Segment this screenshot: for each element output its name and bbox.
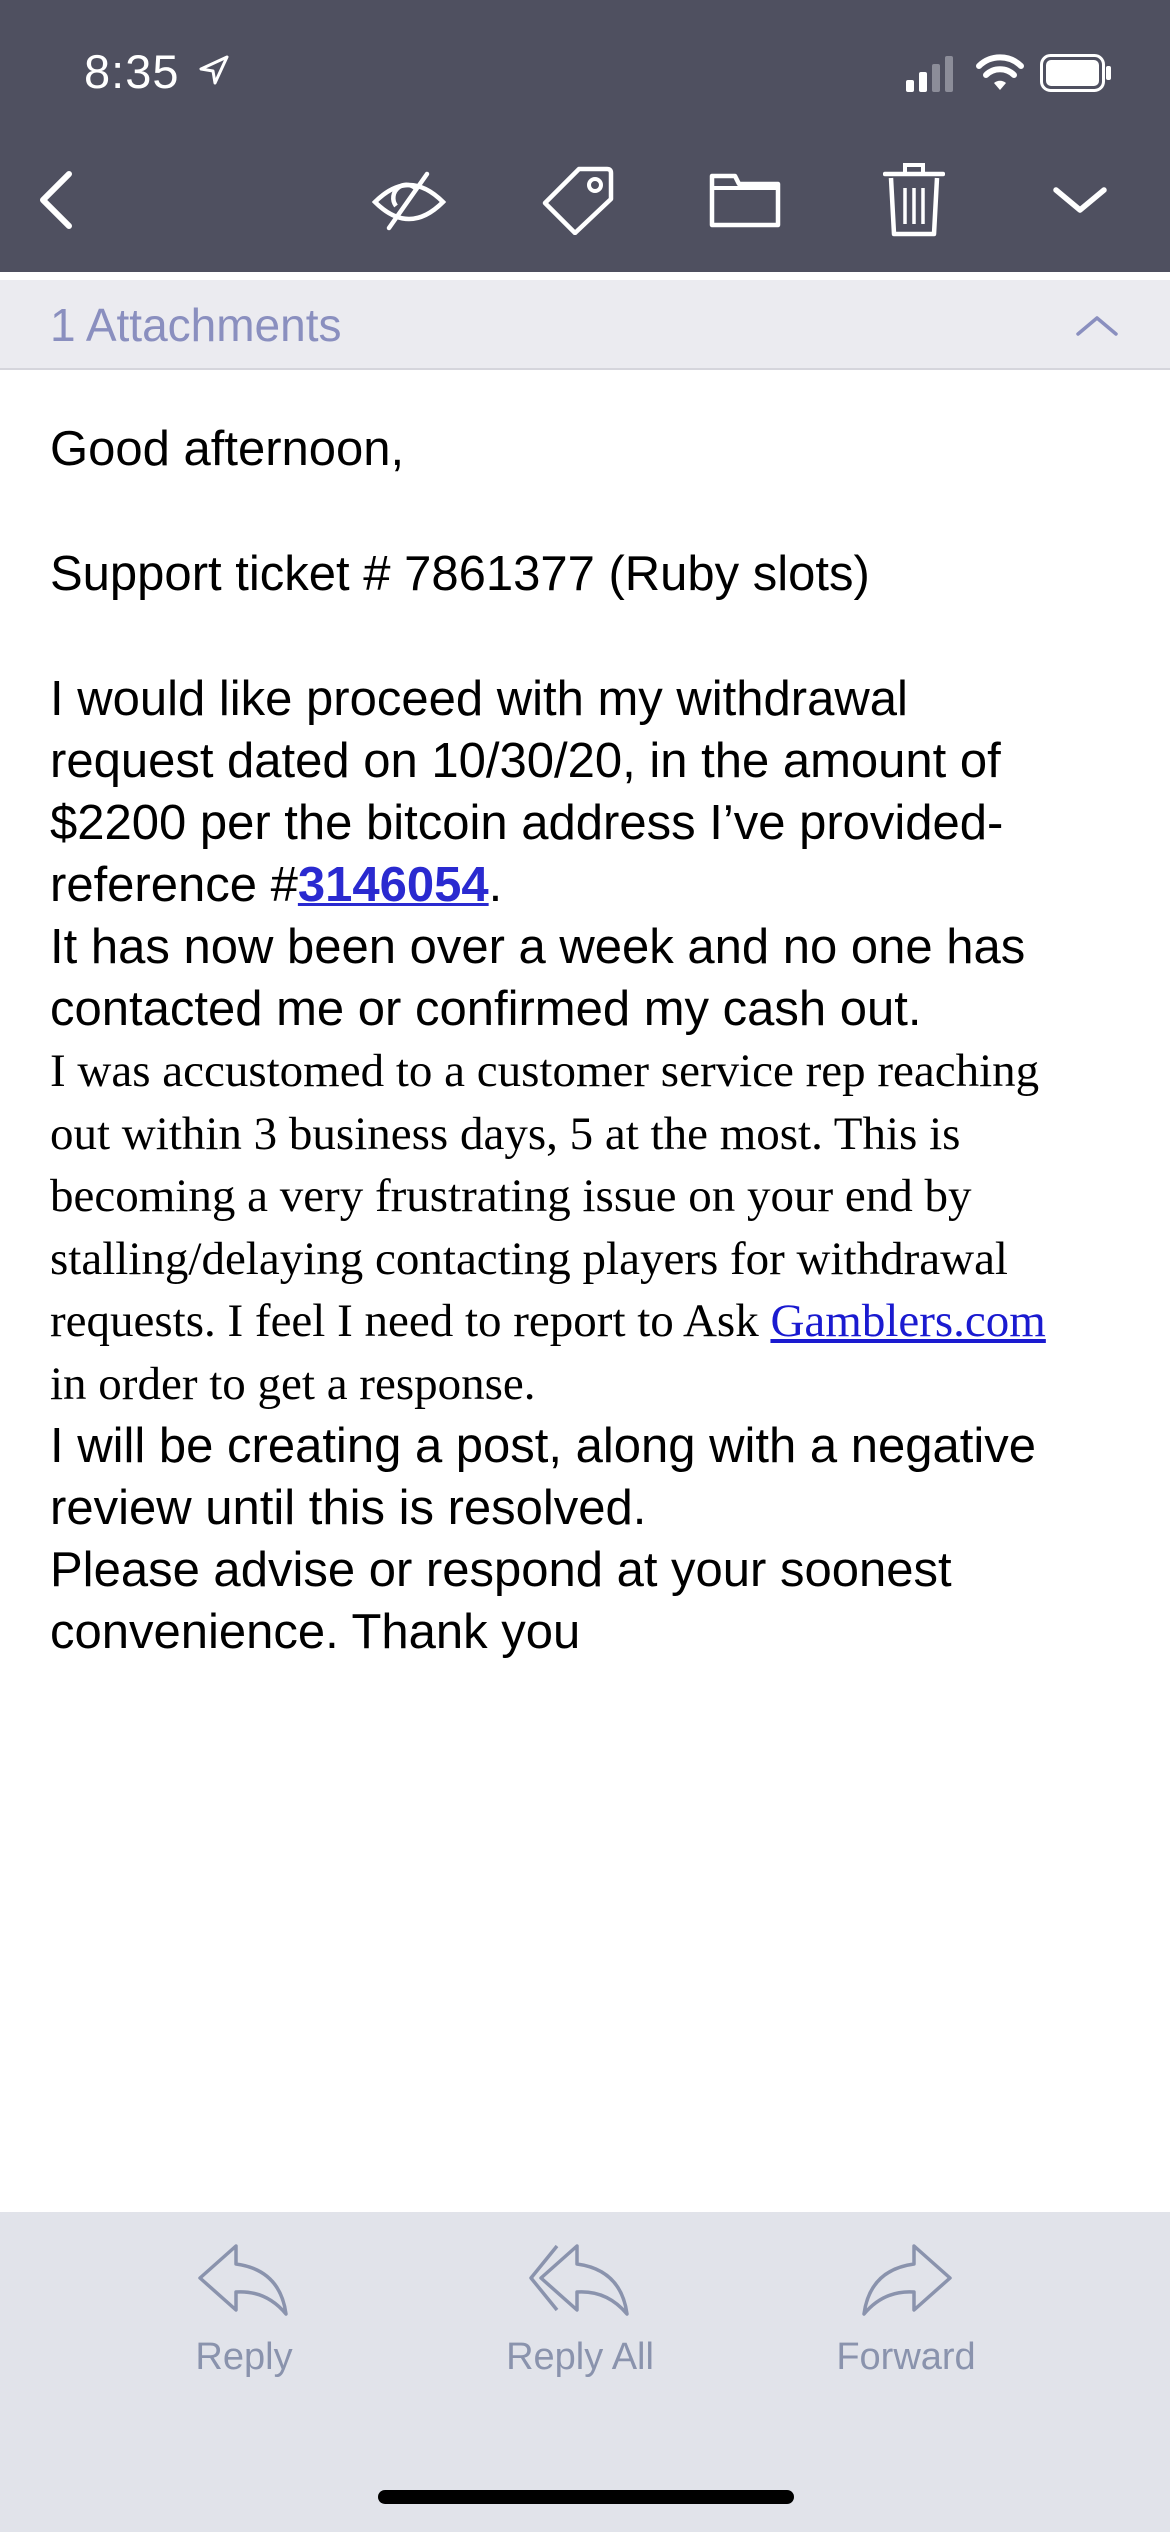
mark-unread-button[interactable]: [364, 160, 454, 240]
chevron-down-icon: [1052, 184, 1108, 216]
email-link-line: [50, 1290, 1140, 1353]
reply-all-button[interactable]: [450, 2242, 710, 2379]
back-button[interactable]: [20, 160, 90, 240]
status-time: 8:35: [84, 45, 180, 98]
email-reference-line: [50, 854, 1140, 916]
location-arrow-icon: [198, 54, 230, 86]
link-line-prefix: requests. I feel I need to report to Ask: [50, 1295, 771, 1347]
email-text-line: Please advise or respond at your soonest: [50, 1543, 952, 1597]
email-text-line: I will be creating a post, along with a negative: [50, 1419, 1037, 1473]
attachments-label: 1 Attachments: [50, 299, 342, 351]
forward-icon: [858, 2242, 954, 2318]
email-greeting: Good afternoon,: [50, 422, 405, 476]
reference-suffix: .: [488, 858, 503, 912]
reference-prefix: reference #: [50, 858, 298, 912]
email-text-line: I was accustomed to a customer service rep reaching: [50, 1045, 1040, 1097]
reply-icon: [196, 2242, 292, 2318]
top-bar: [0, 0, 1170, 272]
move-to-folder-button[interactable]: [704, 160, 786, 240]
email-text-line: $2200 per the bitcoin address I’ve provided-: [50, 796, 1004, 850]
chevron-up-icon[interactable]: [1074, 310, 1120, 340]
gamblers-link[interactable]: Gamblers.com: [770, 1295, 1046, 1347]
trash-icon: [883, 162, 945, 238]
home-indicator: [378, 2490, 794, 2504]
attachments-bar[interactable]: [0, 280, 1170, 370]
reply-button[interactable]: [114, 2242, 374, 2379]
email-text-line: becoming a very frustrating issue on your end by: [50, 1170, 972, 1222]
email-text-line: It has now been over a week and no one has: [50, 920, 1026, 974]
bottom-action-bar: [0, 2212, 1170, 2532]
chevron-left-icon: [33, 168, 77, 232]
reference-number-link[interactable]: 3146054: [297, 858, 489, 912]
reply-all-icon: [527, 2242, 633, 2318]
folder-icon: [709, 172, 781, 228]
cellular-signal-icon: [906, 56, 956, 92]
email-text-line: contacted me or confirmed my cash out.: [50, 982, 922, 1036]
eye-slash-icon: [369, 168, 449, 232]
email-body: [50, 418, 1140, 1663]
email-text-line: review until this is resolved.: [50, 1481, 647, 1535]
email-ticket-line: Support ticket # 7861377 (Ruby slots): [50, 547, 870, 601]
email-text-line: in order to get a response.: [50, 1357, 536, 1410]
forward-label: Forward: [836, 2336, 976, 2378]
email-text-line: out within 3 business days, 5 at the most. This is: [50, 1107, 961, 1160]
email-text-line: convenience. Thank you: [50, 1605, 581, 1659]
forward-button[interactable]: [776, 2242, 1036, 2379]
email-text-line: request dated on 10/30/20, in the amount of: [50, 734, 1001, 788]
reply-all-label: Reply All: [506, 2336, 654, 2378]
tag-button[interactable]: [534, 160, 620, 240]
email-text-line: I would like proceed with my withdrawal: [50, 672, 908, 726]
toolbar-separator: [0, 272, 1170, 280]
reply-label: Reply: [195, 2336, 293, 2378]
more-options-button[interactable]: [1040, 160, 1120, 240]
wifi-icon: [976, 52, 1024, 92]
delete-button[interactable]: [874, 160, 954, 240]
battery-icon: [1040, 54, 1112, 92]
email-text-line: stalling/delaying contacting players for withdrawal: [50, 1232, 1008, 1285]
tag-icon: [539, 165, 615, 235]
